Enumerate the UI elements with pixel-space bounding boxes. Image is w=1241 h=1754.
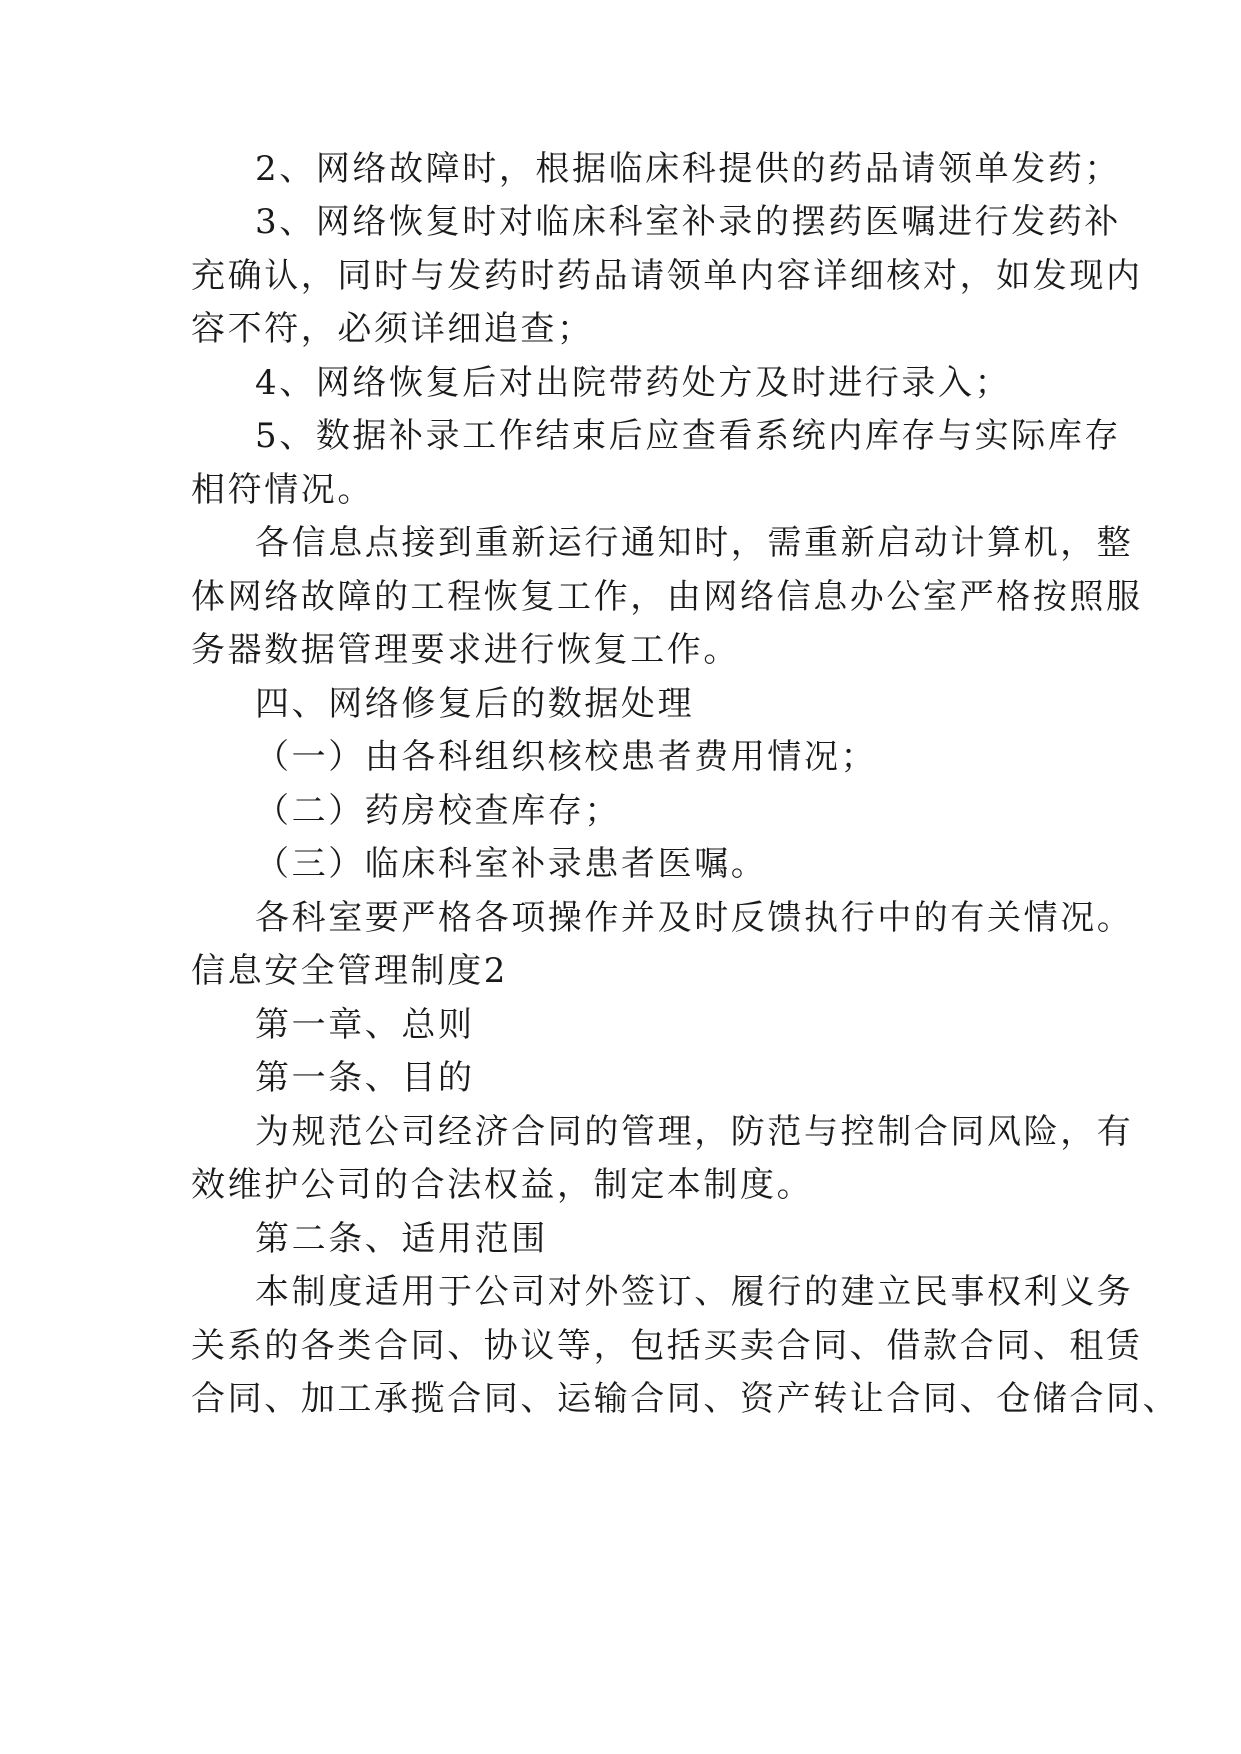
paragraph-line: 本制度适用于公司对外签订、履行的建立民事权利义务	[255, 1272, 1134, 1312]
paragraph-line: 各信息点接到重新运行通知时，需重新启动计算机，整	[255, 523, 1134, 563]
paragraph-line: 为规范公司经济合同的管理，防范与控制合同风险，有	[255, 1112, 1134, 1152]
paragraph-line: 相符情况。	[191, 470, 374, 510]
paragraph-line: 5、数据补录工作结束后应查看系统内库存与实际库存	[255, 416, 1122, 456]
chapter-heading: 第一章、总则	[255, 1005, 475, 1045]
article-heading: 第一条、目的	[255, 1058, 475, 1098]
paragraph-line: 充确认，同时与发药时药品请领单内容详细核对，如发现内	[191, 256, 1143, 296]
paragraph-line: 4、网络恢复后对出院带药处方及时进行录入；	[255, 363, 1012, 403]
list-item: （二）药房校查库存；	[255, 791, 621, 831]
section-heading: 四、网络修复后的数据处理	[255, 684, 695, 724]
paragraph-line: 合同、加工承揽合同、运输合同、资产转让合同、仓储合同、	[191, 1379, 1180, 1419]
paragraph-line: 各科室要严格各项操作并及时反馈执行中的有关情况。	[255, 898, 1134, 938]
list-item: （三）临床科室补录患者医嘱。	[255, 844, 768, 884]
article-heading: 第二条、适用范围	[255, 1219, 548, 1259]
paragraph-line: 容不符，必须详细追查；	[191, 309, 594, 349]
list-item: （一）由各科组织核校患者费用情况；	[255, 737, 878, 777]
paragraph-line: 体网络故障的工程恢复工作，由网络信息办公室严格按照服	[191, 577, 1143, 617]
paragraph-line: 2、网络故障时，根据临床科提供的药品请领单发药；	[255, 149, 1122, 189]
paragraph-line: 务器数据管理要求进行恢复工作。	[191, 630, 740, 670]
paragraph-line: 关系的各类合同、协议等，包括买卖合同、借款合同、租赁	[191, 1326, 1143, 1366]
paragraph-line: 效维护公司的合法权益，制定本制度。	[191, 1165, 814, 1205]
paragraph-line: 3、网络恢复时对临床科室补录的摆药医嘱进行发药补	[255, 202, 1122, 242]
document-title: 信息安全管理制度2	[191, 951, 509, 991]
